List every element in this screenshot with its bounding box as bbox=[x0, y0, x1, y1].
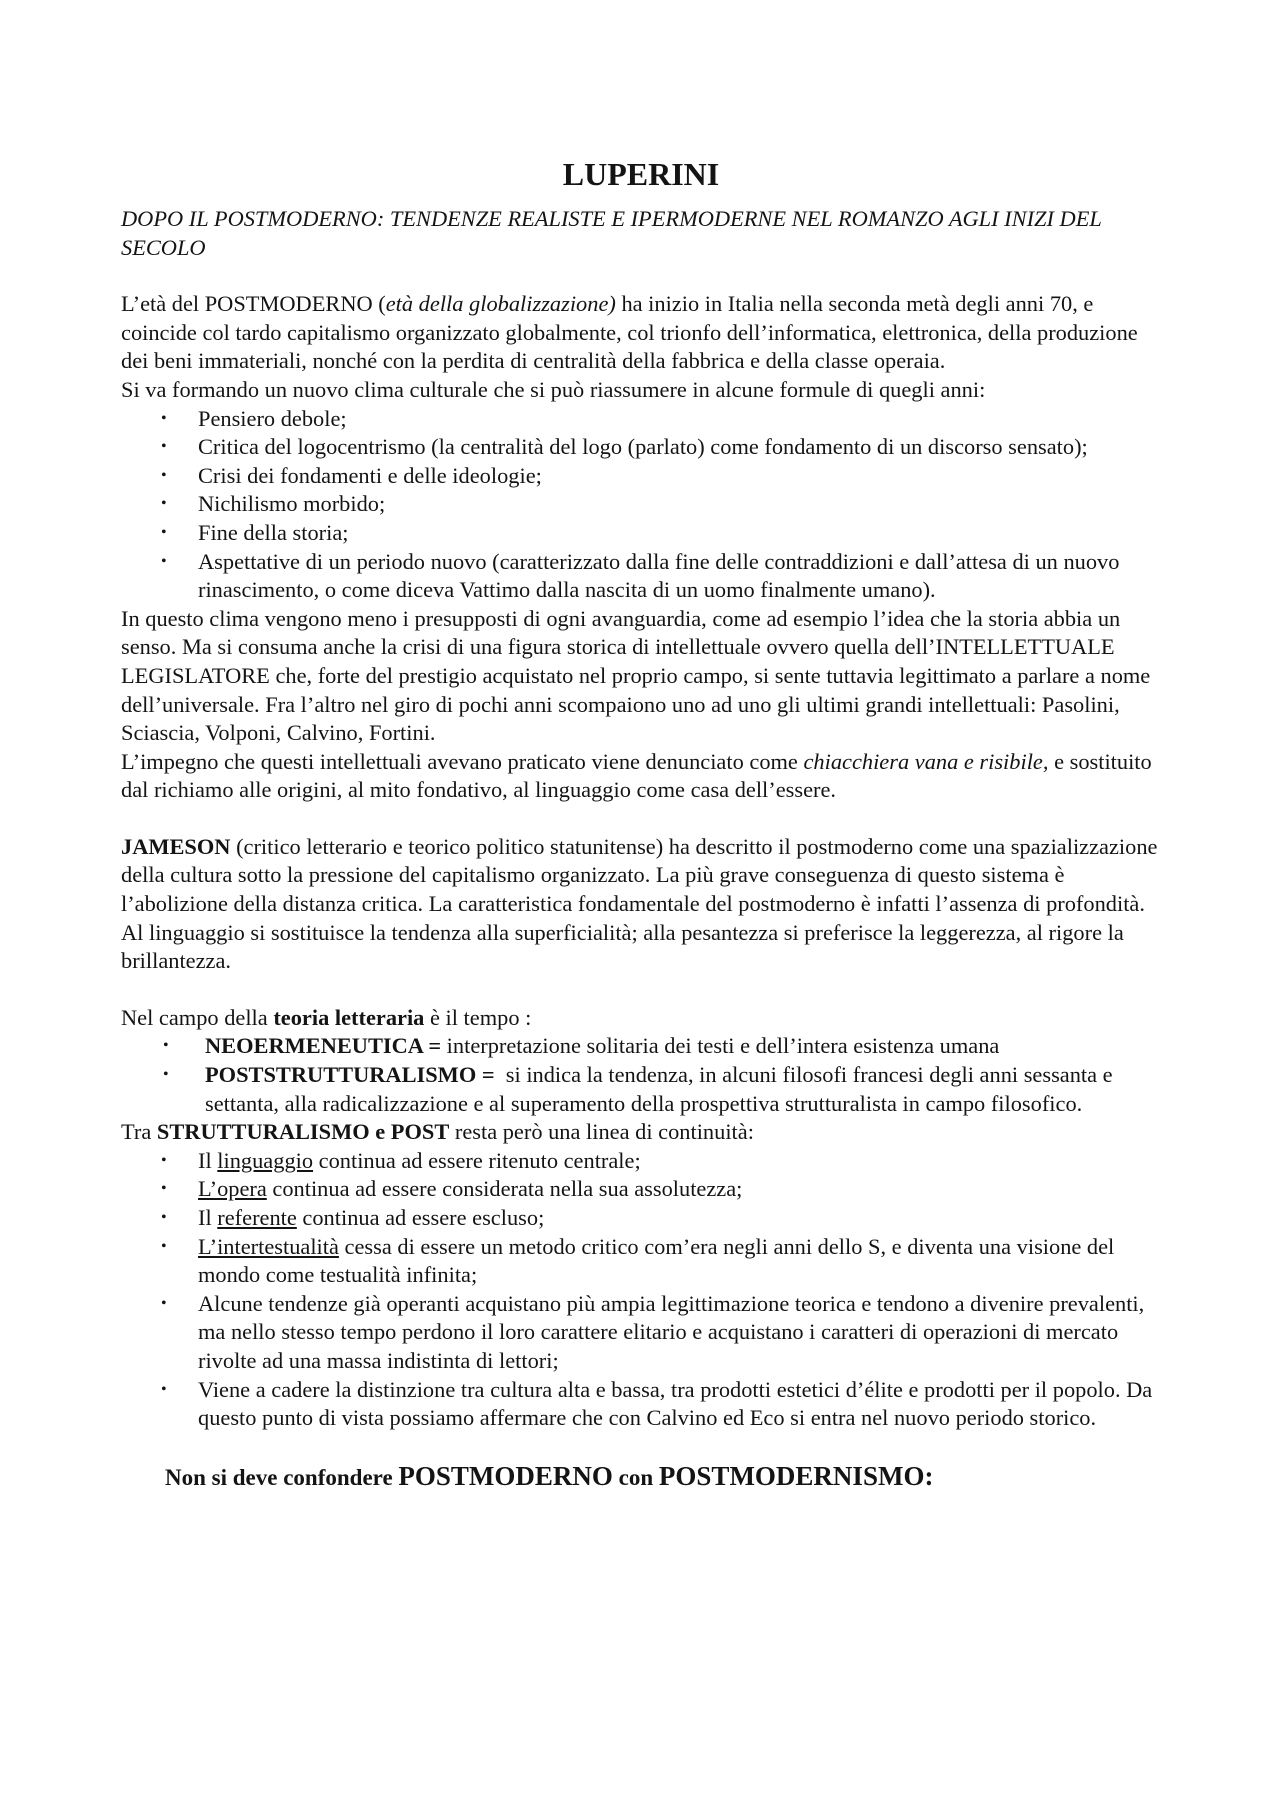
item-underlined: L’intertestualità bbox=[198, 1233, 339, 1259]
list-item bbox=[121, 1175, 1161, 1204]
theory-definition: interpretazione solitaria dei testi e dell’intera esistenza umana bbox=[441, 1033, 1000, 1059]
theory-list bbox=[121, 1032, 1161, 1118]
list-item: • Nichilismo morbido; bbox=[121, 490, 1161, 519]
list-item: • Alcune tendenze già operanti acquistano più ampia legittimazione teorica e tendono a divenire prevalenti, ma nello stesso tempo perdono il loro carattere elitario e acquistano i caratteri di operazioni di mercato rivolte ad una massa indistinta di lettori; bbox=[121, 1290, 1161, 1376]
item-text: continua ad essere considerata nella sua assolutezza; bbox=[266, 1176, 743, 1202]
item-underlined: linguaggio bbox=[217, 1147, 314, 1173]
item-prefix: Il bbox=[198, 1147, 218, 1173]
impegno-text-b: e sostituito dal richiamo alle origini, al mito fondativo, al linguaggio come casa dell’essere. bbox=[121, 748, 1152, 803]
theory-term: NEOERMENEUTICA = bbox=[205, 1033, 442, 1059]
item-text: continua ad essere escluso; bbox=[296, 1205, 545, 1230]
list-item: • Viene a cadere la distinzione tra cultura alta e bassa, tra prodotti estetici d’élite e prodotti per il popolo. Da questo punto di vista possiamo affermare che con Calvino ed Eco si entra nel nuovo periodo storico. bbox=[121, 1376, 1161, 1433]
document-title: LUPERINI bbox=[562, 156, 720, 192]
item-text: cessa di essere un metodo critico com’era negli anni dello S, e diventa una visione del mondo come testualità infinita; bbox=[198, 1233, 1115, 1288]
formule-list bbox=[121, 405, 1161, 605]
list-item: • Fine della storia; bbox=[121, 519, 1161, 548]
list-item: • Pensiero debole; bbox=[121, 405, 1161, 434]
intro-emphasis: età della globalizzazione) bbox=[385, 291, 616, 317]
theory-term: POSTSTRUTTURALISMO = bbox=[205, 1062, 495, 1088]
paragraph-continuita bbox=[121, 1118, 1161, 1147]
impegno-text-a: L’impegno che questi intellettuali avevano praticato viene denunciato come bbox=[121, 748, 804, 774]
paragraph-clima-culturale: Si va formando un nuovo clima culturale che si può riassumere in alcune formule di quegli anni: bbox=[121, 376, 986, 402]
paragraph-postmoderno-intro bbox=[121, 290, 1161, 376]
item-prefix: Il bbox=[198, 1205, 218, 1230]
final-term-postmoderno: POSTMODERNO bbox=[398, 1460, 613, 1491]
final-heading bbox=[121, 1459, 1161, 1495]
document-subtitle: DOPO IL POSTMODERNO: TENDENZE REALISTE E IPERMODERNE NEL ROMANZO AGLI INIZI DEL SECOLO bbox=[121, 206, 1102, 260]
tra-text-b: resta però una linea di continuità: bbox=[449, 1119, 754, 1145]
list-item bbox=[121, 1061, 1161, 1118]
jameson-name: JAMESON bbox=[121, 833, 231, 859]
continuita-list bbox=[121, 1147, 1161, 1433]
teoria-text-b: è il tempo : bbox=[424, 1004, 532, 1030]
theory-definition: si indica la tendenza, in alcuni filosofi francesi degli anni sessanta e settanta, alla radicalizzazione e al superamento della prospettiva strutturalista in campo filosofico. bbox=[205, 1062, 1119, 1116]
paragraph-impegno bbox=[121, 748, 1161, 805]
intro-text-b: ha inizio in Italia nella seconda metà degli anni 70, e coincide col tardo capitalismo organizzato globalmente, col trionfo dell’informatica, elettronica, della produzione dei beni immateriali, nonché con la perdita di centralità della fabbrica e della classe operaia. bbox=[121, 291, 1138, 374]
item-text: continua ad essere ritenuto centrale; bbox=[313, 1147, 641, 1173]
intro-text-a: L’età del POSTMODERNO ( bbox=[121, 291, 386, 317]
list-item bbox=[121, 1204, 1161, 1233]
final-text-c: con bbox=[612, 1464, 659, 1490]
jameson-text: (critico letterario e teorico politico statunitense) ha descritto il postmoderno come una spazializzazione della cultura sotto la pressione del capitalismo organizzato. La più grave conseguenza di questo sistema è l’abolizione della distanza critica. La caratteristica fondamentale del postmoderno è infatti l’assenza di profondità. Al linguaggio si sostituisce la tendenza alla superficialità; alla pesantezza si preferisce la leggerezza, al rigore la brillantezza. bbox=[121, 833, 1158, 974]
impegno-emphasis: chiacchiera vana e risibile, bbox=[803, 748, 1049, 774]
paragraph-intellettuale-legislatore: In questo clima vengono meno i presupposti di ogni avanguardia, come ad esempio l’idea che la storia abbia un senso. Ma si consuma anche la crisi di una figura storica di intellettuale ovvero quella dell’INTELLETTUALE LEGISLATORE che, forte del prestigio acquistato nel proprio campo, si sente tuttavia legittimato a parlare a nome dell’universale. Fra l’altro nel giro di pochi anni scompaiono uno ad uno gli ultimi grandi intellettuali: Pasolini, Sciascia, Volponi, Calvino, Fortini. bbox=[121, 605, 1151, 746]
tra-bold: STRUTTURALISMO e POST bbox=[156, 1119, 450, 1145]
document-body bbox=[121, 146, 1161, 1495]
list-item bbox=[121, 1032, 1161, 1061]
paragraph-teoria-letteraria bbox=[121, 1004, 1161, 1033]
item-underlined: L’opera bbox=[198, 1176, 267, 1202]
list-item bbox=[121, 1147, 1161, 1176]
item-underlined: referente bbox=[217, 1205, 297, 1230]
list-item: • Critica del logocentrismo (la centralità del logo (parlato) come fondamento di un discorso sensato); bbox=[121, 433, 1161, 462]
list-item bbox=[121, 1233, 1161, 1290]
teoria-bold: teoria letteraria bbox=[273, 1004, 425, 1030]
final-term-postmodernismo: POSTMODERNISMO: bbox=[658, 1460, 934, 1491]
list-item: • Aspettative di un periodo nuovo (caratterizzato dalla fine delle contraddizioni e dall’attesa di un nuovo rinascimento, o come diceva Vattimo dalla nascita di un uomo finalmente umano). bbox=[121, 548, 1161, 605]
paragraph-jameson bbox=[121, 833, 1161, 976]
list-item: • Crisi dei fondamenti e delle ideologie; bbox=[121, 462, 1161, 491]
tra-text-a: Tra bbox=[121, 1119, 157, 1145]
teoria-text-a: Nel campo della bbox=[121, 1004, 274, 1030]
final-text-a: Non si deve confondere bbox=[165, 1464, 399, 1490]
